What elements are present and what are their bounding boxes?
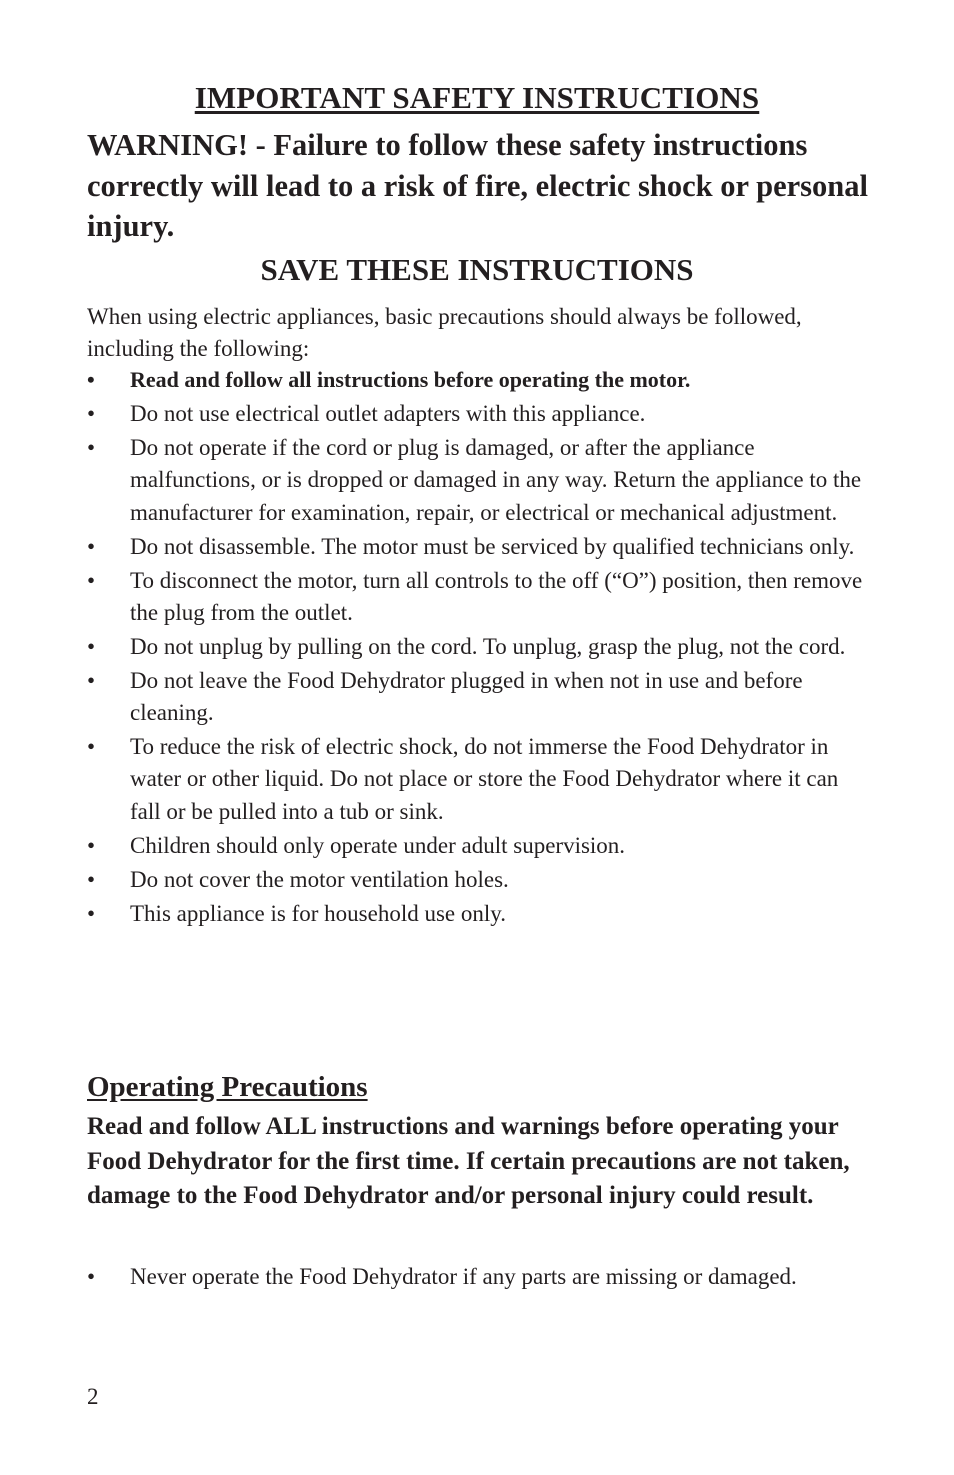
bullet-icon: • bbox=[87, 1264, 96, 1289]
operating-precautions-list bbox=[87, 1261, 867, 1295]
list-item-text: Do not cover the motor ventilation holes. bbox=[130, 866, 509, 892]
list-item-text: Do not unplug by pulling on the cord. To unplug, grasp the plug, not the cord. bbox=[130, 633, 846, 659]
list-item bbox=[87, 565, 867, 630]
list-item bbox=[87, 898, 867, 930]
list-item bbox=[87, 1261, 867, 1293]
bullet-icon: • bbox=[87, 367, 95, 392]
bullet-icon: • bbox=[87, 533, 96, 559]
bullet-icon: • bbox=[87, 667, 96, 693]
list-item-text: Do not leave the Food Dehydrator plugged in when not in use and before cleaning. bbox=[130, 667, 803, 726]
list-item bbox=[87, 830, 867, 862]
bullet-icon: • bbox=[87, 567, 96, 593]
bullet-icon: • bbox=[87, 633, 96, 659]
list-item bbox=[87, 364, 867, 396]
bullet-icon: • bbox=[87, 832, 96, 858]
list-item bbox=[87, 864, 867, 896]
list-item-text: Read and follow all instructions before operating the motor. bbox=[130, 367, 691, 392]
operating-warning-text: Read and follow ALL instructions and warnings before operating your Food Dehydrator for the first time. If certain precautions are not taken, damage to the Food Dehydrator and/or personal injury could result. bbox=[87, 1113, 850, 1210]
list-item-text: To reduce the risk of electric shock, do not immerse the Food Dehydrator in water or other liquid. Do not place or store the Food Dehydrator where it can fall or be pulled into a tub or sink. bbox=[130, 734, 839, 824]
page-number: 2 bbox=[87, 1384, 99, 1409]
list-item bbox=[87, 631, 867, 663]
list-item bbox=[87, 531, 867, 563]
list-item bbox=[87, 665, 867, 730]
list-item bbox=[87, 398, 867, 430]
page-title: IMPORTANT SAFETY INSTRUCTIONS bbox=[194, 80, 760, 115]
list-item-text: Do not disassemble. The motor must be serviced by qualified technicians only. bbox=[130, 533, 855, 559]
save-instructions-heading: SAVE THESE INSTRUCTIONS bbox=[260, 252, 694, 287]
list-item-text: Do not use electrical outlet adapters with this appliance. bbox=[130, 400, 646, 426]
bullet-icon: • bbox=[87, 734, 96, 760]
list-item-text: Never operate the Food Dehydrator if any parts are missing or damaged. bbox=[130, 1264, 797, 1289]
list-item-text: This appliance is for household use only. bbox=[130, 900, 507, 926]
list-item-text: Do not operate if the cord or plug is damaged, or after the appliance malfunctions, or is dropped or damaged in any way. Return the appliance to the manufacturer for examination, repair, or electrical or mechanical adjustment. bbox=[130, 434, 862, 525]
safety-instructions-list bbox=[87, 364, 867, 932]
list-item bbox=[87, 432, 867, 529]
bullet-icon: • bbox=[87, 400, 96, 426]
operating-precautions-heading: Operating Precautions bbox=[87, 1071, 368, 1103]
warning-text: WARNING! - Failure to follow these safety instructions correctly will lead to a risk of fire, electric shock or personal injury. bbox=[87, 128, 868, 243]
list-item bbox=[87, 731, 867, 828]
intro-paragraph: When using electric appliances, basic precautions should always be followed, including the following: bbox=[87, 304, 802, 361]
list-item-text: To disconnect the motor, turn all controls to the off (“O”) position, then remove the plug from the outlet. bbox=[130, 567, 863, 625]
bullet-icon: • bbox=[87, 900, 96, 926]
list-item-text: Children should only operate under adult supervision. bbox=[130, 832, 626, 858]
bullet-icon: • bbox=[87, 434, 96, 460]
bullet-icon: • bbox=[87, 866, 96, 892]
